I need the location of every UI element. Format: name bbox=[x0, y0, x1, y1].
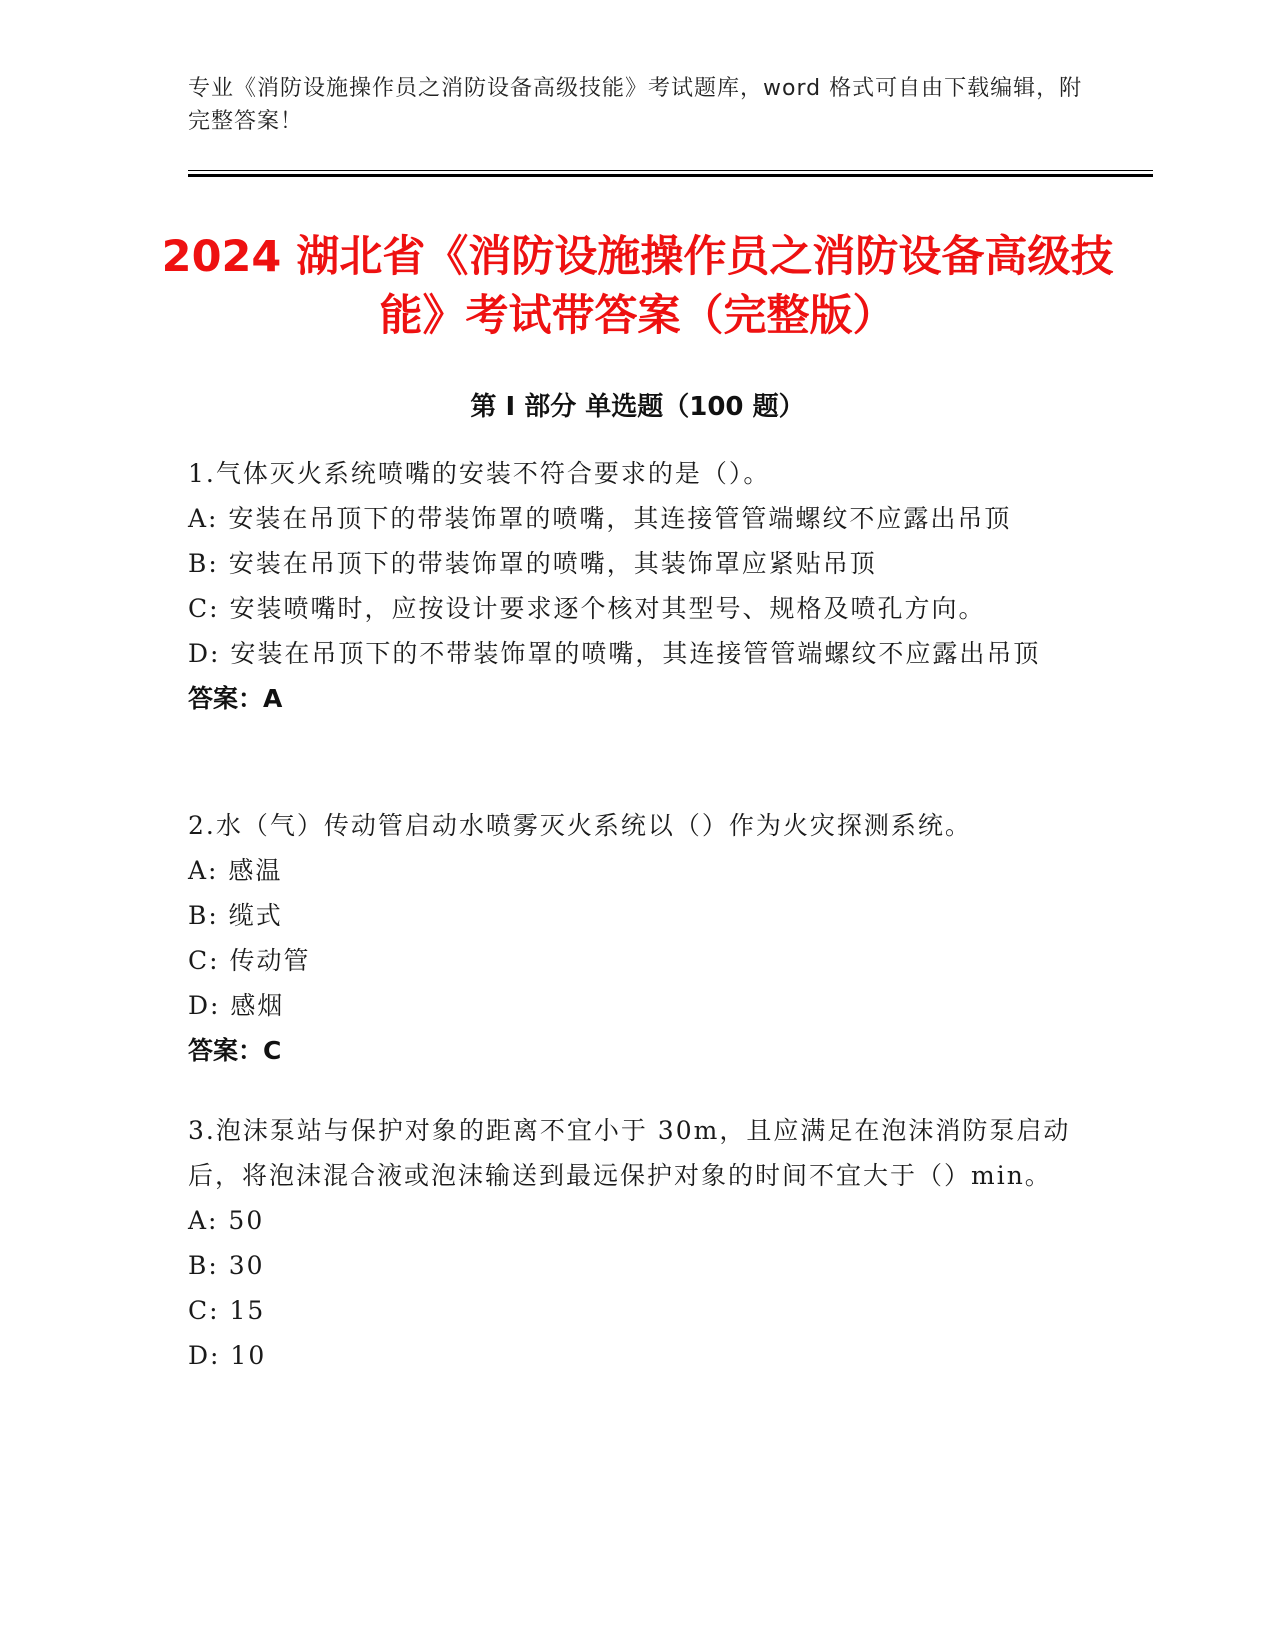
header-divider-thin bbox=[188, 170, 1153, 171]
header-note: 专业《消防设施操作员之消防设备高级技能》考试题库，word 格式可自由下载编辑，附完整答案！ bbox=[188, 76, 1083, 134]
question-3 bbox=[188, 1108, 1078, 1378]
option-a: A: 安装在吊顶下的带装饰罩的喷嘴，其连接管管端螺纹不应露出吊顶 bbox=[188, 504, 1012, 533]
question-1 bbox=[188, 451, 1078, 721]
answer: 答案：C bbox=[188, 1036, 282, 1065]
question-stem: 2.水（气）传动管启动水喷雾灭火系统以（）作为火灾探测系统。 bbox=[188, 811, 972, 840]
option-d: D: 10 bbox=[188, 1341, 267, 1370]
option-c: C: 传动管 bbox=[188, 946, 311, 975]
question-stem: 3.泡沫泵站与保护对象的距离不宜小于 30m，且应满足在泡沫消防泵启动后，将泡沫混合液或泡沫输送到最远保护对象的时间不宜大于（）min。 bbox=[188, 1116, 1071, 1190]
option-d: D: 感烟 bbox=[188, 991, 285, 1020]
option-c: C: 15 bbox=[188, 1296, 266, 1325]
option-d: D: 安装在吊顶下的不带装饰罩的喷嘴，其连接管管端螺纹不应露出吊顶 bbox=[188, 639, 1041, 668]
option-b: B: 安装在吊顶下的带装饰罩的喷嘴，其装饰罩应紧贴吊顶 bbox=[188, 549, 877, 578]
option-a: A: 感温 bbox=[188, 856, 283, 885]
answer: 答案：A bbox=[188, 684, 283, 713]
header-divider-thick bbox=[188, 174, 1153, 177]
question-2 bbox=[188, 803, 1078, 1073]
option-a: A: 50 bbox=[188, 1206, 265, 1235]
option-b: B: 缆式 bbox=[188, 901, 283, 930]
option-b: B: 30 bbox=[188, 1251, 265, 1280]
option-c: C: 安装喷嘴时，应按设计要求逐个核对其型号、规格及喷孔方向。 bbox=[188, 594, 986, 623]
document-title: 2024 湖北省《消防设施操作员之消防设备高级技能》考试带答案（完整版） bbox=[161, 232, 1114, 341]
question-stem: 1.气体灭火系统喷嘴的安装不符合要求的是（）。 bbox=[188, 459, 771, 488]
section-title: 第 I 部分 单选题（100 题） bbox=[470, 392, 805, 422]
